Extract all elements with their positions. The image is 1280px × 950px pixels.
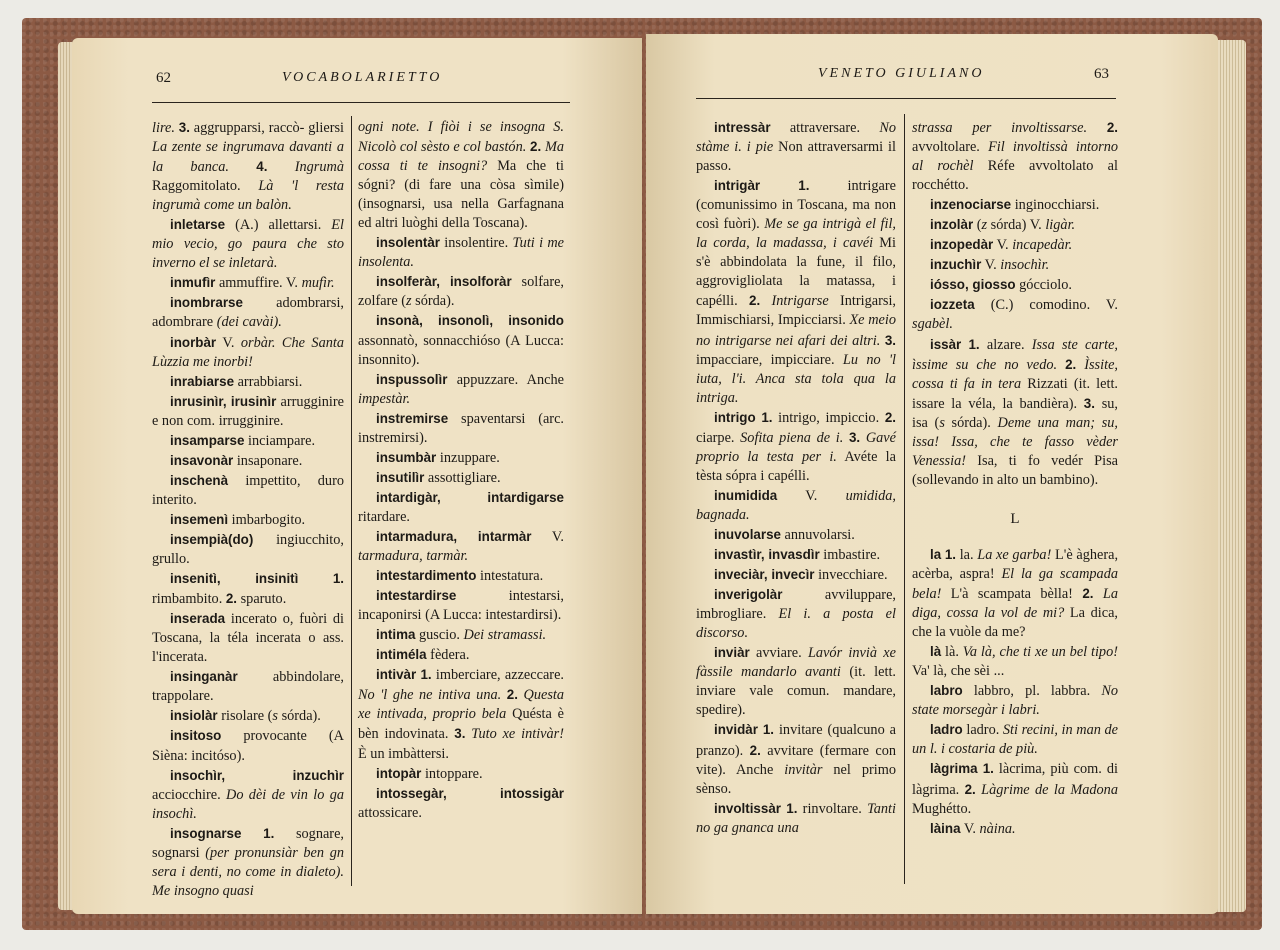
dictionary-entry: intivàr 1. imberciare, azzeccare. No 'l ghe ne intiva una. 2. Questa xe intivada, proprio bela Quésta è bèn indovinata. 3. Tuto xe intivàr! È un imbàttersi. [358,667,565,762]
dictionary-entry: intrigàr 1. intrigare (comunissimo in Toscana, ma non così fuòri). Me se ga intrigà el fil, la corda, la madassa, i cavéi Mi s'è abbindolata la fune, il filo, aggrovigliolata la matassa, i capélli. 2. Intrigarse Intrigarsi, Immischiarsi, Impicciarsi. Xe meio no intrigarse nei afari dei altri. 3. impacciare, impicciare. Lu no 'l iuta, l'i. Anca sta tola qua la intriga. [696,178,896,406]
left-column-2 [358,118,564,823]
dictionary-entry: strassa per involtissarse. 2. avvoltolare. Fil involtissà intorno al rochèl Réfe avvoltolato al rocchétto. [912,120,1118,194]
dictionary-entry: inzolàr (z sórda) V. ligàr. [930,217,1076,234]
dictionary-entry: insochìr, inzuchìr acciocchire. Do dèi de vin lo ga insochì. [152,767,344,822]
dictionary-entry: insiolàr risolare (s sórda). [170,708,321,725]
dictionary-entry: inletarse (A.) allettarsi. El mio vecio, go paura che sto inverno el se inletarà. [152,217,344,272]
dictionary-entry: inrabiarse arrabbiarsi. [170,373,303,390]
dictionary-entry: inzuchìr V. insochìr. [930,257,1050,274]
column-rule [351,116,352,886]
dictionary-entry: insutilìr assottigliare. [376,469,501,486]
dictionary-entry: insumbàr inzuppare. [376,449,500,466]
dictionary-entry: iozzeta (C.) comodino. V. sgabèl. [912,297,1118,333]
dictionary-entry: làina V. nàina. [930,820,1016,837]
dictionary-entry: lire. 3. aggrupparsi, raccò- gliersi La zente se ingrumava davanti a la banca. 4. Ingrumà Raggomitolato. Là 'l resta ingrumà come un balòn. [152,120,345,214]
dictionary-entry: inschenà impettito, duro interito. [152,472,344,508]
header-rule [696,98,1116,99]
right-column-2 [912,118,1118,839]
dictionary-entry: intestardimento intestatura. [376,568,544,585]
right-column-1 [696,118,896,838]
dictionary-entry: inviàr avviare. Lavór invià xe fàssile mandarlo avanti (it. lett. inviare vale comun. mandare, spedire). [696,645,897,719]
dictionary-entry: inspussolìr appuzzare. Anche impestàr. [358,371,564,407]
running-head: VOCABOLARIETTO [282,70,443,85]
dictionary-entry: labro labbro, pl. labbra. No state morsegàr i labri. [912,683,1118,719]
dictionary-entry: intopàr intoppare. [376,765,483,782]
dictionary-entry: involtissàr 1. rinvoltare. Tanti no ga gnanca una [696,800,896,836]
dictionary-entry: inverigolàr avviluppare, imbrogliare. El i. a posta el discorso. [696,587,896,642]
dictionary-entry: inumidida V. umidida, bagnada. [696,487,896,523]
right-page [646,34,1218,914]
dictionary-entry: invastìr, invasdìr imbastire. [714,547,881,564]
dictionary-entry: instremirse spaventarsi (arc. instremirsi). [358,410,564,446]
dictionary-entry: insognarse 1. sognare, sognarsi (per pronunsiàr ben gn sera i denti, no come in dialeto). Me insogno quasi [152,825,344,899]
dictionary-entry: inmufìr ammuffire. V. mufìr. [170,275,335,292]
dictionary-entry: insemenì imbarbogito. [170,511,306,528]
dictionary-entry: intarmadura, intarmàr V. tarmadura, tarmàr. [358,528,564,565]
page-number: 62 [156,70,171,86]
header-rule [152,102,570,103]
dictionary-entry: insinganàr abbindolare, trappolare. [152,669,344,705]
dictionary-entry: làgrima 1. làcrima, più com. di làgrima. 2. Làgrime de la Madona Mughétto. [912,761,1119,817]
dictionary-entry: intiméla fèdera. [376,647,470,664]
dictionary-entry: inuvolarse annuvolarsi. [714,526,855,543]
dictionary-entry: intressàr attraversare. No stàme i. i pie Non attraversarmi il passo. [696,120,896,175]
dictionary-entry: ladro ladro. Sti recini, in man de un l. i costaria de più. [912,722,1118,758]
dictionary-entry: insonà, insonolì, insonido assonnatò, sonnacchióso (A Lucca: insonnito). [358,313,564,368]
dictionary-entry: intardigàr, intardigarse ritardare. [358,489,564,525]
dictionary-entry: la 1. la. La xe garba! L'è àghera, acèrba, aspra! El la ga scampada bela! L'à scampata bèlla! 2. La diga, cossa la vol de mi? La dica, che la vuòle da me? [912,546,1119,641]
dictionary-entry: inombrarse adombrarsi, adombrare (dei cavài). [152,295,344,331]
dictionary-entry: invidàr 1. invitare (qualcuno a pranzo). 2. avvitare (fermare con vite). Anche invitàr nel primo sènso. [696,722,897,797]
dictionary-entry: intestardirse intestarsi, incaponirsi (A Lucca: intestardirsi). [358,588,564,624]
running-head: VENETO GIULIANO [818,66,985,81]
dictionary-entry: intrigo 1. intrigo, impiccio. 2. ciarpe. Sofita piena de i. 3. Gavé proprio la testa per i. Avéte la tèsta sópra i capélli. [696,409,896,484]
dictionary-entry: là là. Va là, che ti xe un bel tipo! Va' là, che sèi ... [912,644,1118,680]
left-column-1 [152,118,344,901]
column-rule [904,114,905,884]
dictionary-entry: ogni note. I fiòi i se insogna S. Nicolò col sèsto e col bastón. 2. Ma cossa ti te insogni? Ma che ti sógni? (di fare una còsa sìmile) (insognarsi, usa nella Garfagnana ed altri luòghi della Toscana). [358,119,565,232]
dictionary-entry: intima guscio. Dei stramassi. [376,627,547,644]
dictionary-entry: inzopedàr V. incapedàr. [930,237,1073,254]
dictionary-entry: insitoso provocante (A Sièna: incitóso). [152,728,344,764]
dictionary-entry: insavonàr insaponare. [170,452,303,469]
dictionary-entry: insamparse inciampare. [170,432,316,449]
dictionary-entry: inzenociarse inginocchiarsi. [930,197,1100,214]
dictionary-entry: inorbàr V. orbàr. Che Santa Lùzzia me inorbi! [152,334,344,370]
dictionary-entry: insenitì, insinitì 1. rimbambito. 2. sparuto. [152,571,344,608]
dictionary-entry: intossegàr, intossigàr attossicare. [358,785,564,821]
left-page [72,38,642,914]
dictionary-entry: insolferàr, insolforàr solfare, zolfare (z sórda). [358,274,564,310]
dictionary-entry: inveciàr, invecìr invecchiare. [714,567,888,584]
page-number: 63 [1094,66,1109,82]
dictionary-entry: inrusinìr, irusinìr arrugginire e non com. irrugginire. [152,393,344,429]
dictionary-entry: insempià(do) ingiucchito, grullo. [152,531,344,568]
dictionary-entry: insolentàr insolentire. Tuti i me insolenta. [358,235,564,271]
dictionary-entry: inserada incerato o, fuòri di Toscana, la téla incerata o ass. l'incerata. [152,611,344,666]
dictionary-entry: iósso, giosso gócciolo. [930,277,1072,294]
dictionary-entry: issàr 1. alzare. Issa ste carte, ìssime su che no vedo. 2. Ìssite, cossa ti fa in tera Rizzati (it. lett. issare la véla, la bandièra). 3. su, isa (s sórda). Deme una man; su, issa! Issa, che te fasso vèder Venessia! Isa, ti fo vedér Pisa (sollevando in alto un bambino). [912,336,1118,488]
section-letter: L [1010,510,1020,527]
